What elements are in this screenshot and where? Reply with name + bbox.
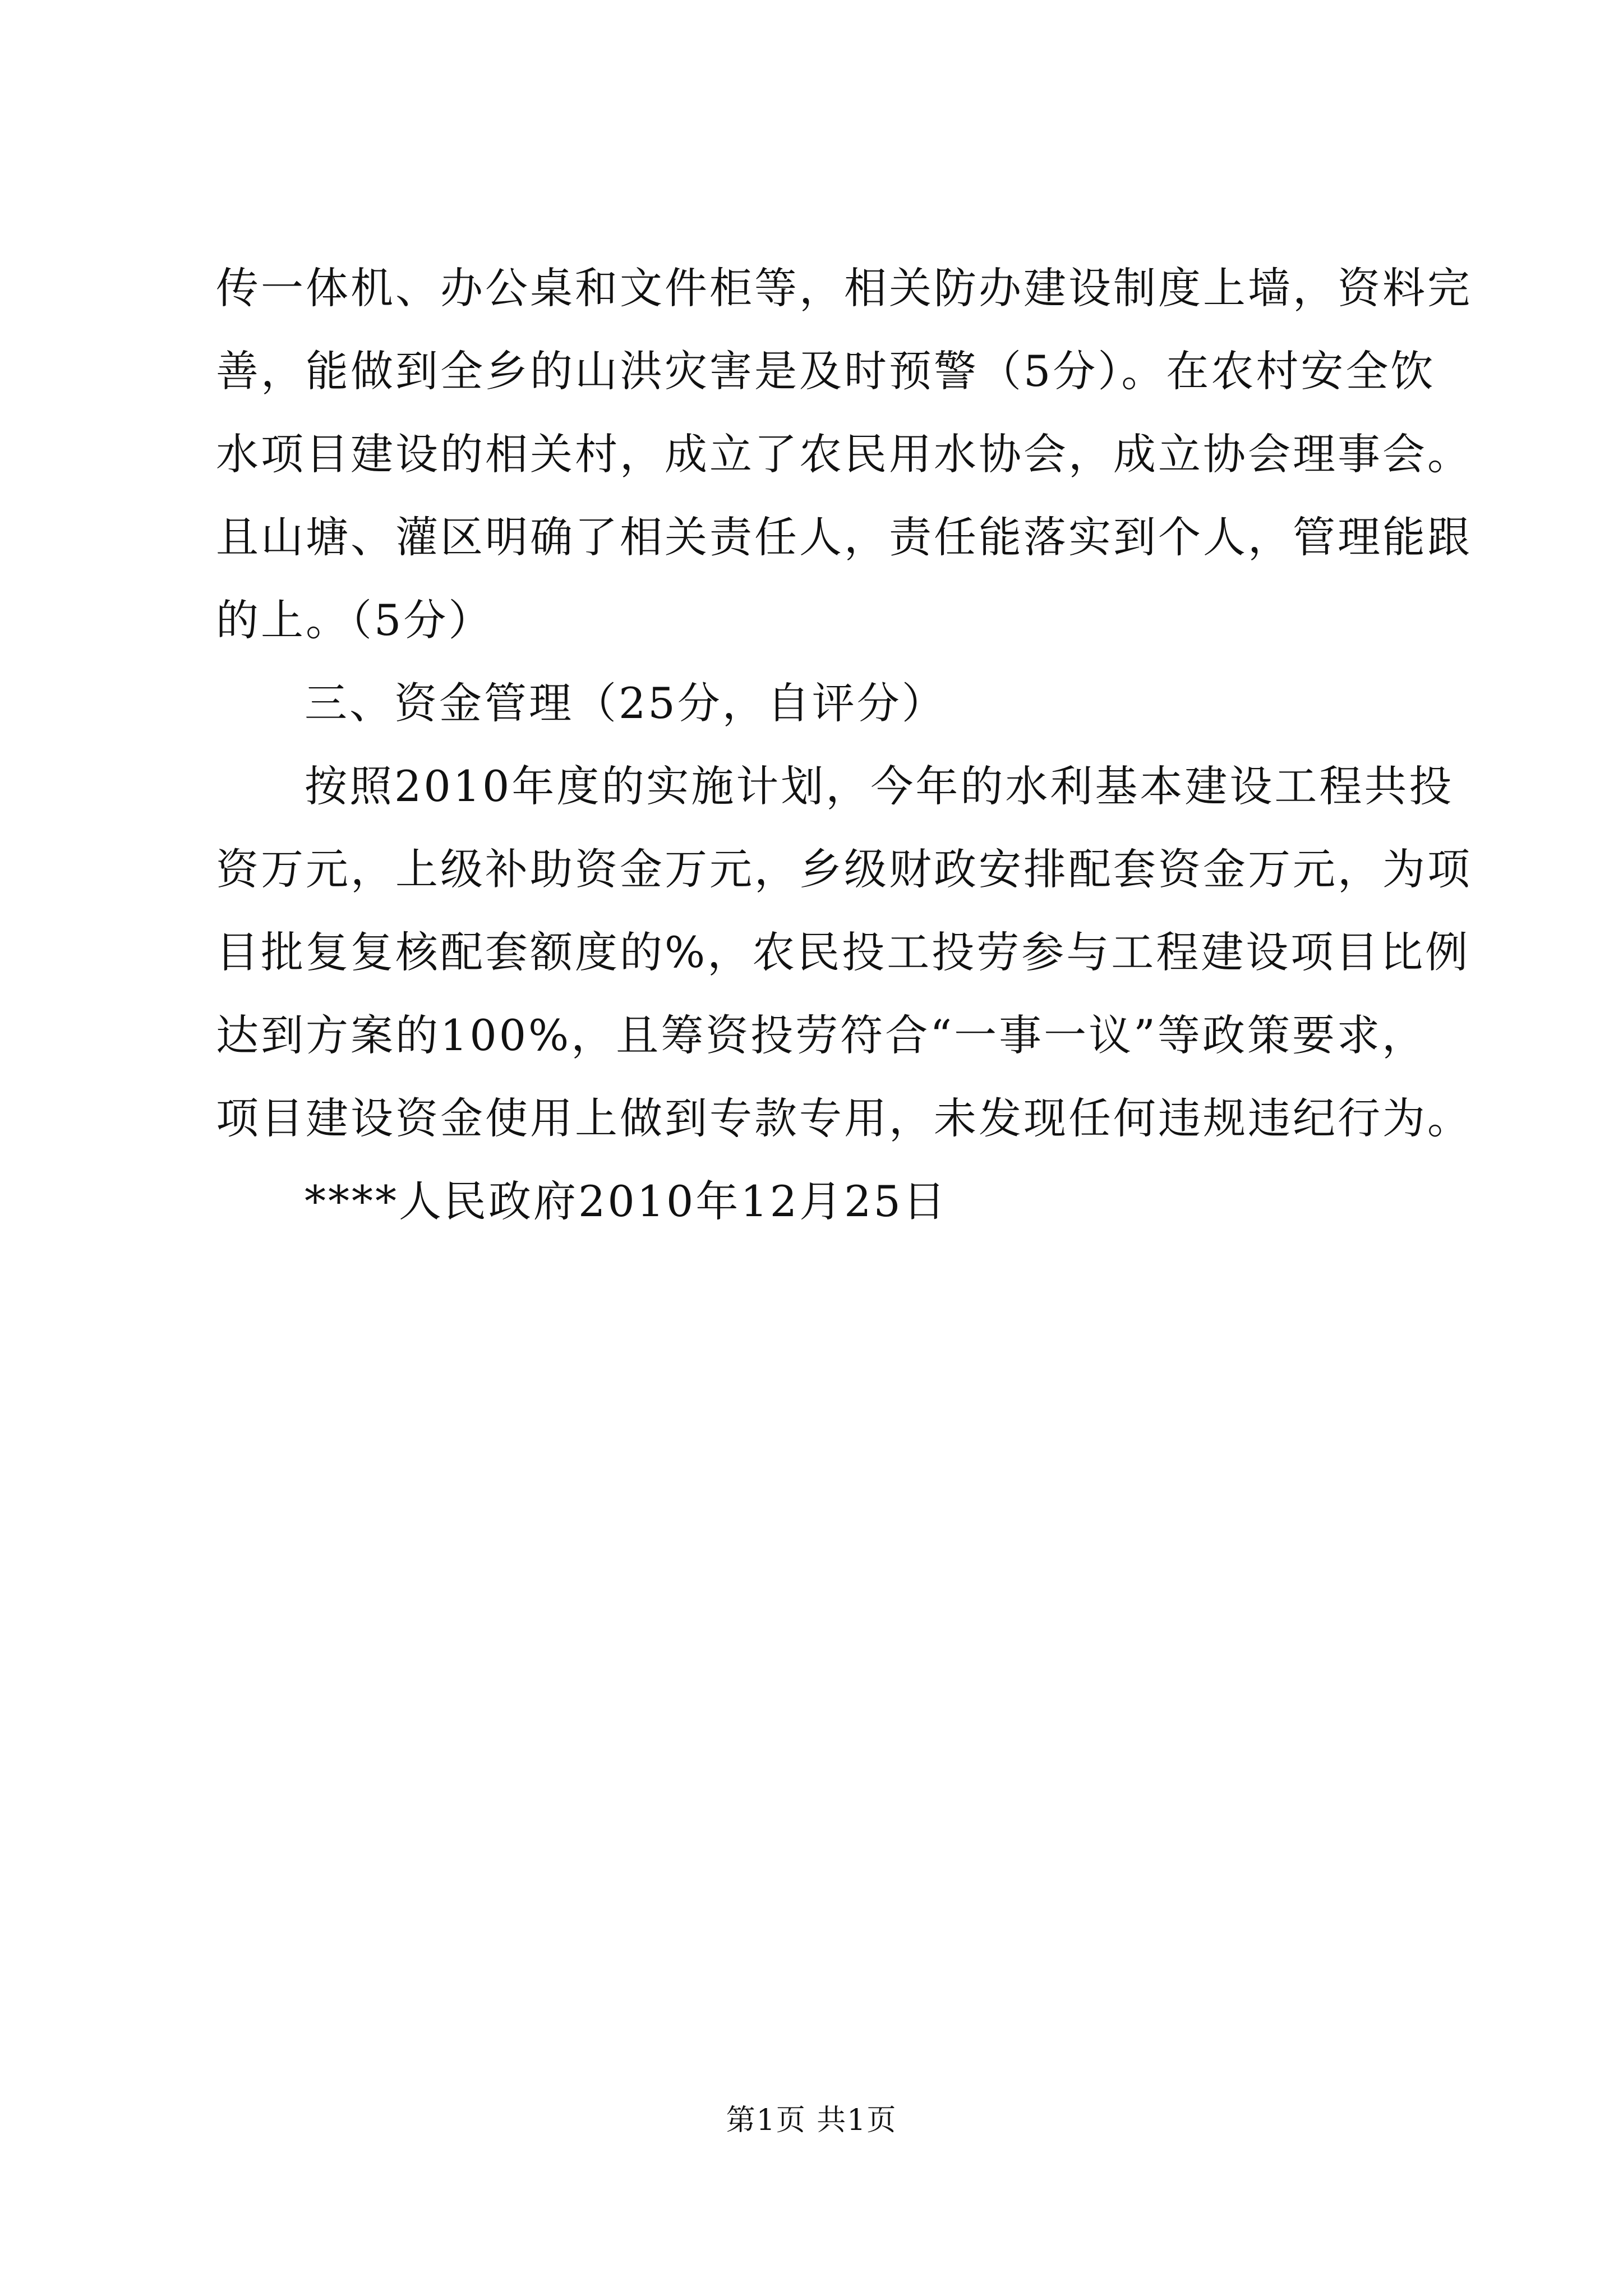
paragraph-1-line-1: 传一体机、办公桌和文件柜等，相关防办建设制度上墙，资料完 — [216, 263, 1472, 313]
paragraph-2-line-3: 目批复复核配套额度的%，农民投工投劳参与工程建设项目比例 — [216, 927, 1470, 977]
section-heading: 三、资金管理（25分，自评分） — [305, 678, 947, 728]
signature-line: ****人民政府2010年12月25日 — [305, 1176, 948, 1226]
paragraph-2-line-5: 项目建设资金使用上做到专款专用，未发现任何违规违纪行为。 — [216, 1093, 1472, 1143]
paragraph-1-line-2: 善，能做到全乡的山洪灾害是及时预警（5分）。在农村安全饮 — [216, 346, 1436, 396]
paragraph-1-line-3: 水项目建设的相关村，成立了农民用水协会，成立协会理事会。 — [216, 429, 1472, 479]
page-number: 第1页 共1页 — [726, 2104, 897, 2137]
page-footer — [0, 2101, 1623, 2140]
paragraph-2-line-1: 按照2010年度的实施计划，今年的水利基本建设工程共投 — [305, 761, 1454, 811]
paragraph-2-line-4: 达到方案的100%，且筹资投劳符合“一事一议”等政策要求， — [216, 1010, 1427, 1060]
document-body — [216, 247, 1472, 1243]
paragraph-1-line-4: 且山塘、灌区明确了相关责任人，责任能落实到个人，管理能跟 — [216, 512, 1472, 562]
paragraph-1-line-5: 的上。（5分） — [216, 595, 494, 645]
paragraph-2-line-2: 资万元，上级补助资金万元，乡级财政安排配套资金万元，为项 — [216, 844, 1472, 894]
